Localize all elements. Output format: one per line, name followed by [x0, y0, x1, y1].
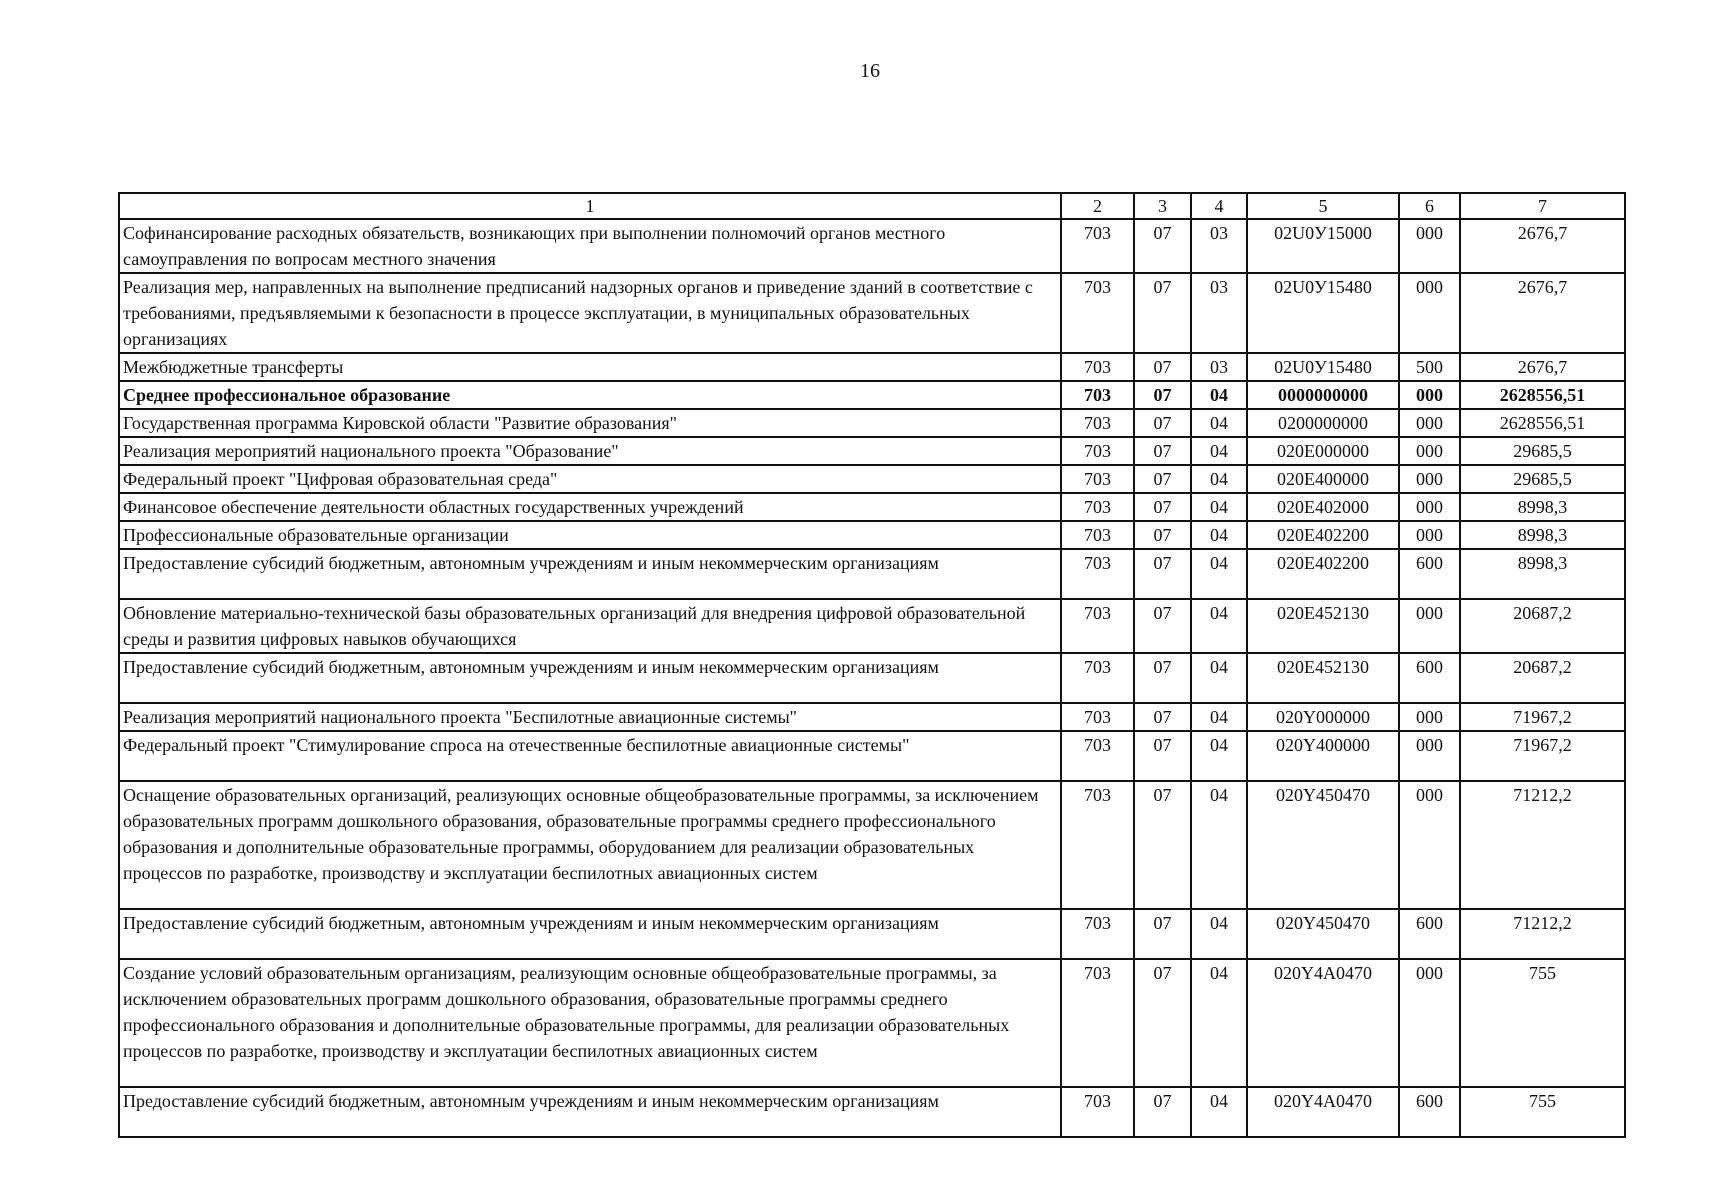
col2-cell: 703 [1061, 409, 1134, 437]
col4-cell: 03 [1191, 273, 1247, 353]
table-row [119, 219, 1625, 273]
col6-cell: 000 [1399, 493, 1460, 521]
col3-cell: 07 [1134, 409, 1191, 437]
col2-cell: 703 [1061, 599, 1134, 653]
col6-cell: 600 [1399, 1087, 1460, 1137]
col3-cell: 07 [1134, 493, 1191, 521]
col7-cell: 2628556,51 [1460, 381, 1625, 409]
col2-cell: 703 [1061, 781, 1134, 909]
col7-cell: 8998,3 [1460, 521, 1625, 549]
col4-cell: 04 [1191, 731, 1247, 781]
col7-cell: 2676,7 [1460, 273, 1625, 353]
col5-cell: 020Y4A0470 [1247, 1087, 1399, 1137]
budget-table [118, 192, 1626, 1138]
col5-cell: 02U0У15480 [1247, 273, 1399, 353]
col7-cell: 71967,2 [1460, 703, 1625, 731]
col3-cell: 07 [1134, 909, 1191, 959]
table-row [119, 703, 1625, 731]
col6-cell: 000 [1399, 219, 1460, 273]
col7-cell: 20687,2 [1460, 653, 1625, 703]
col3-cell: 07 [1134, 653, 1191, 703]
col7-cell: 2628556,51 [1460, 409, 1625, 437]
row-name-cell: Государственная программа Кировской области "Развитие образования" [119, 409, 1061, 437]
col5-cell: 020E452130 [1247, 653, 1399, 703]
col2-cell: 703 [1061, 521, 1134, 549]
header-cell: 1 [119, 193, 1061, 219]
header-cell: 6 [1399, 193, 1460, 219]
col2-cell: 703 [1061, 909, 1134, 959]
row-name-cell: Реализация мероприятий национального проекта "Беспилотные авиационные системы" [119, 703, 1061, 731]
table-header-row [119, 193, 1625, 219]
col5-cell: 0200000000 [1247, 409, 1399, 437]
table-row [119, 731, 1625, 781]
table-row [119, 353, 1625, 381]
col4-cell: 04 [1191, 1087, 1247, 1137]
col4-cell: 04 [1191, 653, 1247, 703]
header-cell: 5 [1247, 193, 1399, 219]
row-name-cell: Предоставление субсидий бюджетным, автономным учреждениям и иным некоммерческим организациям [119, 549, 1061, 599]
col3-cell: 07 [1134, 781, 1191, 909]
col4-cell: 04 [1191, 381, 1247, 409]
col4-cell: 03 [1191, 219, 1247, 273]
header-cell: 2 [1061, 193, 1134, 219]
header-cell: 7 [1460, 193, 1625, 219]
table-row [119, 549, 1625, 599]
col6-cell: 000 [1399, 437, 1460, 465]
col3-cell: 07 [1134, 1087, 1191, 1137]
col3-cell: 07 [1134, 219, 1191, 273]
col7-cell: 2676,7 [1460, 219, 1625, 273]
col4-cell: 04 [1191, 549, 1247, 599]
col6-cell: 000 [1399, 599, 1460, 653]
col2-cell: 703 [1061, 437, 1134, 465]
col6-cell: 000 [1399, 273, 1460, 353]
col5-cell: 020Y450470 [1247, 909, 1399, 959]
table-row [119, 437, 1625, 465]
col2-cell: 703 [1061, 1087, 1134, 1137]
col2-cell: 703 [1061, 353, 1134, 381]
col3-cell: 07 [1134, 521, 1191, 549]
col6-cell: 000 [1399, 409, 1460, 437]
col4-cell: 04 [1191, 465, 1247, 493]
table-row [119, 409, 1625, 437]
row-name-cell: Предоставление субсидий бюджетным, автономным учреждениям и иным некоммерческим организациям [119, 909, 1061, 959]
col4-cell: 04 [1191, 493, 1247, 521]
row-name-cell: Финансовое обеспечение деятельности областных государственных учреждений [119, 493, 1061, 521]
row-name-cell: Оснащение образовательных организаций, реализующих основные общеобразовательные программы, за исключением образовательных программ дошкольного образования, образовательные программы среднего профессионального образования и дополнительные образовательные программы, оборудованием для реализации образовательных процессов по разработке, производству и эксплуатации беспилотных авиационных систем [119, 781, 1061, 909]
col7-cell: 71212,2 [1460, 781, 1625, 909]
col5-cell: 020E452130 [1247, 599, 1399, 653]
col4-cell: 04 [1191, 781, 1247, 909]
row-name-cell: Реализация мер, направленных на выполнение предписаний надзорных органов и приведение зданий в соответствие с требованиями, предъявляемыми к безопасности в процессе эксплуатации, в муниципальных образовательных организациях [119, 273, 1061, 353]
col6-cell: 600 [1399, 909, 1460, 959]
header-cell: 4 [1191, 193, 1247, 219]
table-row [119, 781, 1625, 909]
col5-cell: 02U0У15000 [1247, 219, 1399, 273]
table-row [119, 493, 1625, 521]
row-name-cell: Обновление материально-технической базы образовательных организаций для внедрения цифровой образовательной среды и развития цифровых навыков обучающихся [119, 599, 1061, 653]
table-row [119, 959, 1625, 1087]
row-name-cell: Софинансирование расходных обязательств, возникающих при выполнении полномочий органов местного самоуправления по вопросам местного значения [119, 219, 1061, 273]
col2-cell: 703 [1061, 219, 1134, 273]
col7-cell: 29685,5 [1460, 437, 1625, 465]
col2-cell: 703 [1061, 273, 1134, 353]
table-row [119, 273, 1625, 353]
col3-cell: 07 [1134, 703, 1191, 731]
col7-cell: 8998,3 [1460, 549, 1625, 599]
col5-cell: 020Y450470 [1247, 781, 1399, 909]
col7-cell: 755 [1460, 1087, 1625, 1137]
table-row [119, 521, 1625, 549]
col4-cell: 03 [1191, 353, 1247, 381]
col7-cell: 71967,2 [1460, 731, 1625, 781]
col3-cell: 07 [1134, 353, 1191, 381]
col4-cell: 04 [1191, 959, 1247, 1087]
col5-cell: 020E000000 [1247, 437, 1399, 465]
col5-cell: 02U0У15480 [1247, 353, 1399, 381]
col3-cell: 07 [1134, 381, 1191, 409]
col4-cell: 04 [1191, 409, 1247, 437]
row-name-cell: Предоставление субсидий бюджетным, автономным учреждениям и иным некоммерческим организациям [119, 653, 1061, 703]
col3-cell: 07 [1134, 465, 1191, 493]
col3-cell: 07 [1134, 959, 1191, 1087]
col2-cell: 703 [1061, 381, 1134, 409]
col6-cell: 000 [1399, 381, 1460, 409]
table-row [119, 599, 1625, 653]
col2-cell: 703 [1061, 493, 1134, 521]
row-name-cell: Реализация мероприятий национального проекта "Образование" [119, 437, 1061, 465]
col2-cell: 703 [1061, 465, 1134, 493]
header-cell: 3 [1134, 193, 1191, 219]
col6-cell: 000 [1399, 521, 1460, 549]
col3-cell: 07 [1134, 731, 1191, 781]
col3-cell: 07 [1134, 273, 1191, 353]
row-name-cell: Федеральный проект "Цифровая образовательная среда" [119, 465, 1061, 493]
col6-cell: 000 [1399, 703, 1460, 731]
col7-cell: 29685,5 [1460, 465, 1625, 493]
row-name-cell: Создание условий образовательным организациям, реализующим основные общеобразовательные программы, за исключением образовательных программ дошкольного образования, образовательные программы среднего профессионального образования и дополнительные образовательные программы, для реализации образовательных процессов по разработке, производству и эксплуатации беспилотных авиационных систем [119, 959, 1061, 1087]
row-name-cell: Профессиональные образовательные организации [119, 521, 1061, 549]
col2-cell: 703 [1061, 549, 1134, 599]
col7-cell: 8998,3 [1460, 493, 1625, 521]
col2-cell: 703 [1061, 731, 1134, 781]
col2-cell: 703 [1061, 653, 1134, 703]
col5-cell: 020E402000 [1247, 493, 1399, 521]
col6-cell: 500 [1399, 353, 1460, 381]
col2-cell: 703 [1061, 959, 1134, 1087]
col5-cell: 020E402200 [1247, 521, 1399, 549]
col6-cell: 600 [1399, 653, 1460, 703]
table-row [119, 1087, 1625, 1137]
row-name-cell: Федеральный проект "Стимулирование спроса на отечественные беспилотные авиационные системы" [119, 731, 1061, 781]
col5-cell: 020E400000 [1247, 465, 1399, 493]
col4-cell: 04 [1191, 437, 1247, 465]
col7-cell: 755 [1460, 959, 1625, 1087]
col7-cell: 2676,7 [1460, 353, 1625, 381]
col4-cell: 04 [1191, 703, 1247, 731]
row-name-cell: Среднее профессиональное образование [119, 381, 1061, 409]
col6-cell: 000 [1399, 731, 1460, 781]
col4-cell: 04 [1191, 521, 1247, 549]
col5-cell: 020Y400000 [1247, 731, 1399, 781]
col6-cell: 600 [1399, 549, 1460, 599]
col7-cell: 71212,2 [1460, 909, 1625, 959]
table-row [119, 381, 1625, 409]
col6-cell: 000 [1399, 959, 1460, 1087]
row-name-cell: Межбюджетные трансферты [119, 353, 1061, 381]
row-name-cell: Предоставление субсидий бюджетным, автономным учреждениям и иным некоммерческим организациям [119, 1087, 1061, 1137]
col2-cell: 703 [1061, 703, 1134, 731]
col4-cell: 04 [1191, 909, 1247, 959]
col3-cell: 07 [1134, 437, 1191, 465]
col3-cell: 07 [1134, 599, 1191, 653]
col6-cell: 000 [1399, 781, 1460, 909]
col5-cell: 020Y4A0470 [1247, 959, 1399, 1087]
col6-cell: 000 [1399, 465, 1460, 493]
col7-cell: 20687,2 [1460, 599, 1625, 653]
table-row [119, 909, 1625, 959]
table-row [119, 465, 1625, 493]
page-number: 16 [860, 60, 880, 82]
col5-cell: 020E402200 [1247, 549, 1399, 599]
col5-cell: 0000000000 [1247, 381, 1399, 409]
col5-cell: 020Y000000 [1247, 703, 1399, 731]
col4-cell: 04 [1191, 599, 1247, 653]
table-row [119, 653, 1625, 703]
col3-cell: 07 [1134, 549, 1191, 599]
